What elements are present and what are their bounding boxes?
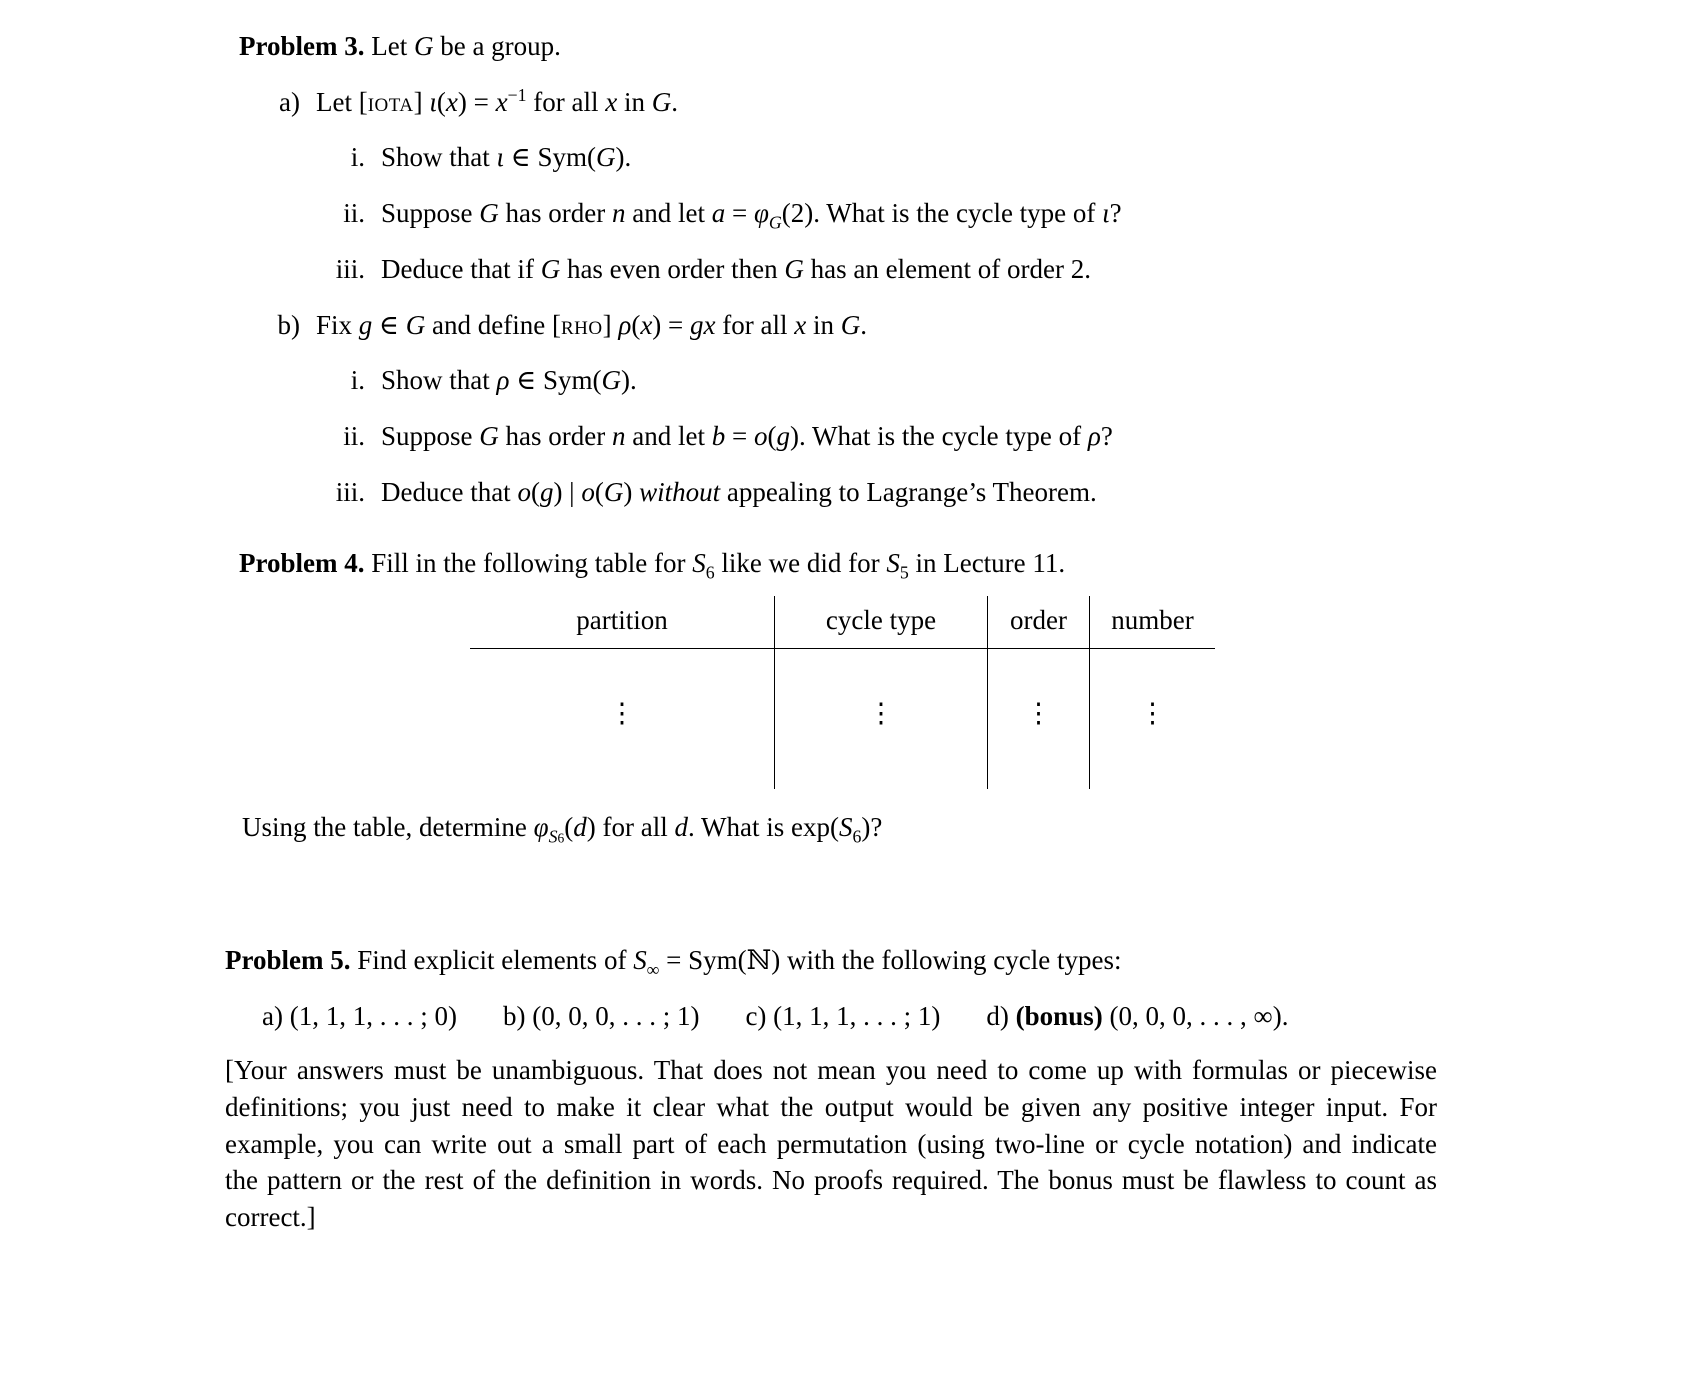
problem-3-item-b-iii (239, 474, 1437, 511)
problem-4-footer: Using the table, determine $\varphi_{S6}(d)$ for all d. What is $\exp(S_6)$? (242, 811, 883, 847)
item-label: iii. (335, 476, 365, 507)
problem-3-item-a-i (239, 139, 1437, 176)
problem-3-heading: Problem 3. Let G be a group. (239, 31, 561, 61)
item-text: Suppose G has order n and let $a = \varphi_G(2)$. What is the cycle type of ι? (381, 198, 1122, 233)
problem-5-options (225, 998, 1437, 1035)
table-header-number: number (1090, 596, 1215, 649)
item-label: i. (350, 142, 365, 173)
problem-4-heading: Problem 4. Fill in the following table for $S_6$ like we did for $S_5$ in Lecture 11. (239, 548, 1066, 583)
problem-3-item-b-i (239, 362, 1437, 399)
table-cell-order-dots: ⋮ (988, 649, 1090, 789)
item-text: Deduce that if G has even order then G has an element of order 2. (381, 253, 1091, 284)
problem-5-section (225, 942, 1437, 1236)
s6-cycle-type-table (470, 596, 1215, 789)
option-d-bonus: d) (bonus) (0, 0, 0, . . . , ∞). (986, 1001, 1289, 1032)
table-header-cycle-type: cycle type (775, 596, 988, 649)
document-content (225, 28, 1437, 1236)
item-text: Show that ρ ∈ Sym(G). (381, 365, 637, 396)
problem-3-item-b (239, 307, 1437, 344)
problem-3-item-a (239, 84, 1437, 121)
table-cell-cycle-type-dots: ⋮ (775, 649, 988, 789)
item-text: Deduce that o(g) | o(G) without appealing to Lagrange’s Theorem. (381, 476, 1097, 507)
option-a: a) (1, 1, 1, . . . ; 0) (262, 1001, 457, 1032)
item-label: iii. (335, 253, 365, 284)
table-cell-number-dots: ⋮ (1139, 697, 1166, 728)
problem-3-item-b-ii (239, 418, 1437, 455)
option-c: c) (1, 1, 1, . . . ; 1) (745, 1001, 941, 1032)
item-label: i. (350, 365, 365, 396)
item-text: Let [iota] $\iota(x) = x^{-1}$ for all x in G. (316, 84, 678, 117)
problem-3-item-a-iii (239, 251, 1437, 288)
item-label: ii. (343, 421, 365, 452)
problem-3-section (239, 28, 1437, 510)
item-text: Show that ι ∈ Sym(G). (381, 142, 632, 173)
table-header-partition: partition (470, 596, 775, 649)
problem-5-heading: Problem 5. Find explicit elements of $S_\infty$ = Sym(ℕ) with the following cycle types: (225, 944, 1122, 980)
item-label: ii. (343, 198, 365, 229)
table-cell-partition-dots: ⋮ (470, 649, 775, 789)
item-text: Suppose G has order n and let b = o(g). What is the cycle type of ρ? (381, 421, 1113, 452)
problem-5-note: [Your answers must be unambiguous. That does not mean you need to come up with formulas or piecewise definitions; you just need to make it clear what the output would be given any positive integer input. For example, you can write out a small part of each permutation (using two-line or cycle notation) and indicate the pattern or the rest of the definition in words. No proofs required. The bonus must be flawless to count as correct.] (225, 1055, 1437, 1232)
item-label: a) (279, 86, 300, 117)
problem-4-section (239, 545, 1437, 845)
table-header-order: order (988, 596, 1090, 649)
option-b: b) (0, 0, 0, . . . ; 1) (502, 1001, 700, 1032)
item-label: b) (277, 309, 300, 340)
problem-3-item-a-ii (239, 195, 1437, 232)
item-text: Fix g ∈ G and define [rho] ρ(x) = gx for all x in G. (316, 309, 867, 340)
